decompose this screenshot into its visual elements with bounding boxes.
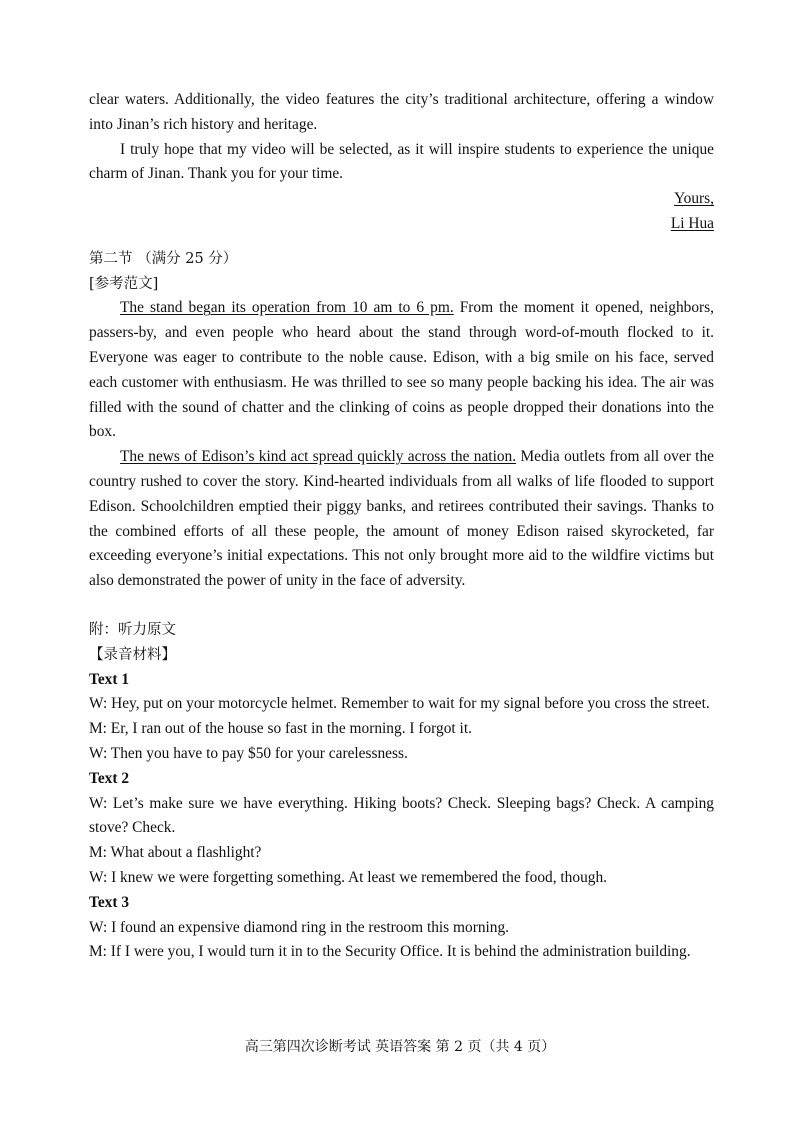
letter-paragraph: clear waters. Additionally, the video features the city’s traditional architecture, offering a window into Jinan’s rich history and heritage. <box>89 91 714 133</box>
dialogue-line: W: I found an expensive diamond ring in the restroom this morning. <box>89 918 510 936</box>
section-heading: 第二节 （满分 25 分） <box>89 250 238 267</box>
essay-opening-sentence: The news of Edison’s kind act spread quickly across the nation. <box>120 448 517 466</box>
dialogue-line: W: Then you have to pay $50 for your carelessness. <box>89 744 408 762</box>
letter-closing <box>89 187 714 212</box>
dialogue-line: W: Hey, put on your motorcycle helmet. Remember to wait for my signal before you cross the street. <box>89 695 710 713</box>
dialogue-line: M: What about a flashlight? <box>89 844 262 862</box>
text-title: Text 3 <box>89 893 130 911</box>
essay-text: Media outlets from all over the country rushed to cover the story. Kind-hearted individuals from all walks of life flooded to support Edison. Schoolchildren emptied their piggy banks, and retirees contributed their savings. Thanks to the combined efforts of all these people, the amount of money Edison raised skyrocketed, far exceeding everyone’s initial expectations. This not only brought more aid to the wildfire victims but also demonstrated the power of unity in the face of adversity. <box>89 448 714 590</box>
appendix-title: 附：听力原文 <box>89 621 176 638</box>
dialogue-line: W: I knew we were forgetting something. At least we remembered the food, though. <box>89 868 608 886</box>
essay-text: From the moment it opened, neighbors, passers-by, and even people who heard about the stand through word-of-mouth flocked to it. Everyone was eager to contribute to the noble cause. Edison, with a big smile on his face, served each customer with enthusiasm. He was thrilled to see so many people backing his idea. The air was filled with the sound of chatter and the clinking of coins as people dropped their donations into the box. <box>89 299 715 441</box>
closing-text: Yours, <box>674 190 714 208</box>
letter-signature <box>89 212 714 237</box>
appendix-label: 【录音材料】 <box>89 646 176 663</box>
essay-opening-sentence: The stand began its operation from 10 am to 6 pm. <box>120 299 454 317</box>
signature-name: Li Hua <box>670 214 714 232</box>
text-title: Text 2 <box>89 769 130 787</box>
page-footer: 高三第四次诊断考试 英语答案 第 2 页（共 4 页） <box>244 1039 556 1055</box>
page-body <box>89 88 714 965</box>
letter-paragraph: I truly hope that my video will be selected, as it will inspire students to experience the unique charm of Jinan. Thank you for your time. <box>89 140 714 183</box>
dialogue-line: M: If I were you, I would turn it in to the Security Office. It is behind the administration building. <box>89 943 691 961</box>
dialogue-line: W: Let’s make sure we have everything. Hiking boots? Check. Sleeping bags? Check. A camping stove? Check. <box>89 794 714 837</box>
text-title: Text 1 <box>89 670 130 688</box>
essay-paragraph <box>89 296 714 445</box>
essay-paragraph <box>89 445 714 594</box>
dialogue-line: M: Er, I ran out of the house so fast in the morning. I forgot it. <box>89 720 472 738</box>
section-label: [参考范文] <box>89 275 159 292</box>
